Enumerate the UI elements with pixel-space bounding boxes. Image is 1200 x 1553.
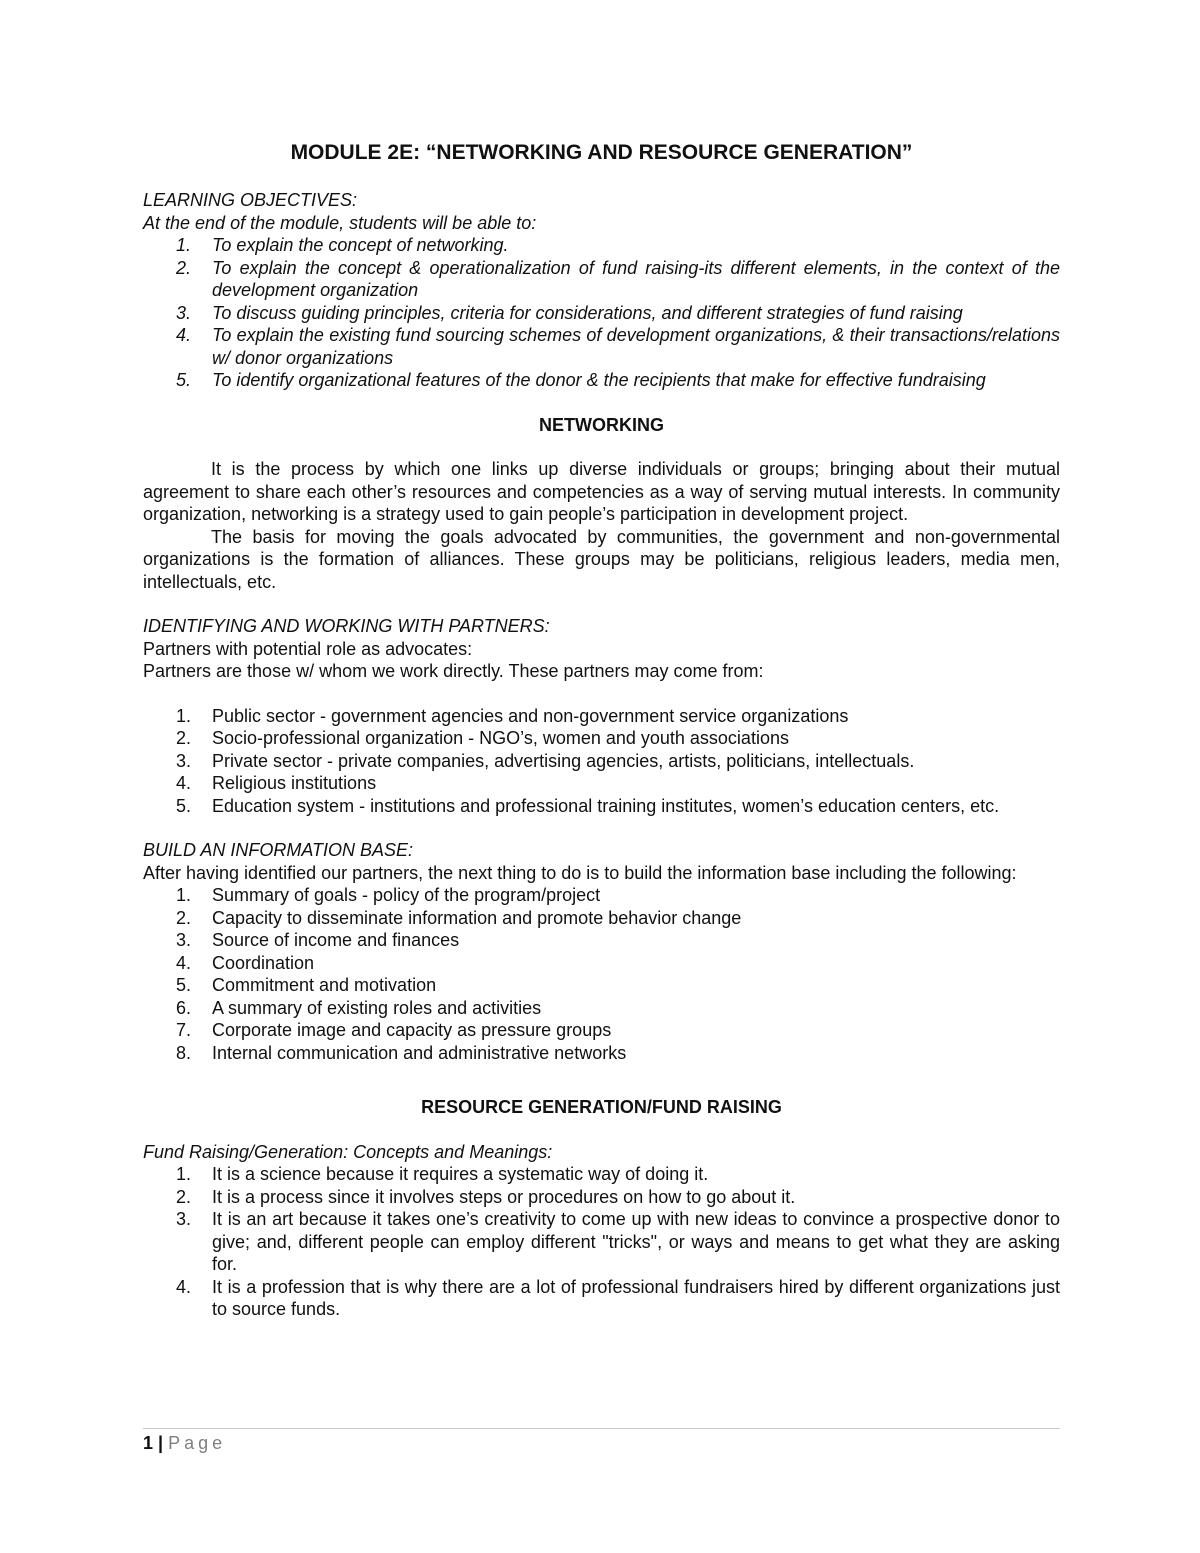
list-item: 2. To explain the concept & operationalization of fund raising-its different elements, in the context of the development organization bbox=[176, 257, 1060, 300]
partners-line-1: Partners with potential role as advocates: bbox=[143, 638, 473, 659]
objectives-heading: LEARNING OBJECTIVES: bbox=[143, 190, 358, 210]
objectives-intro: At the end of the module, students will be able to: bbox=[143, 212, 537, 233]
list-item: 2. Capacity to disseminate information and promote behavior change bbox=[176, 907, 742, 928]
list-item: 5. Education system - institutions and professional training institutes, women’s education centers, etc. bbox=[176, 795, 1000, 816]
document-page bbox=[143, 140, 1060, 1321]
list-item: 3. To discuss guiding principles, criteria for considerations, and different strategies of fund raising bbox=[176, 302, 963, 323]
infobase-heading: BUILD AN INFORMATION BASE: bbox=[143, 840, 414, 860]
networking-heading: NETWORKING bbox=[539, 414, 664, 435]
objectives-list bbox=[143, 234, 1060, 392]
page-number: 1 bbox=[143, 1433, 154, 1453]
list-item: 6. A summary of existing roles and activities bbox=[176, 997, 542, 1018]
list-item: 1. It is a science because it requires a systematic way of doing it. bbox=[176, 1164, 709, 1184]
partners-line-2: Partners are those w/ whom we work directly. These partners may come from: bbox=[143, 661, 764, 681]
infobase-list bbox=[143, 884, 1060, 1064]
page-footer bbox=[143, 1428, 1060, 1454]
list-item: 3. Source of income and finances bbox=[176, 930, 460, 950]
partners-list bbox=[143, 705, 1060, 818]
resource-subheading: Fund Raising/Generation: Concepts and Meanings: bbox=[143, 1141, 553, 1162]
list-item: 4. It is a profession that is why there are a lot of professional fundraisers hired by different organizations just to source funds. bbox=[176, 1276, 1060, 1319]
list-item: 5. Commitment and motivation bbox=[176, 975, 437, 995]
resource-list bbox=[143, 1163, 1060, 1321]
list-item: 1. Summary of goals - policy of the program/project bbox=[176, 885, 601, 905]
module-title: MODULE 2E: “NETWORKING AND RESOURCE GENERATION” bbox=[290, 141, 913, 164]
list-item: 5. To identify organizational features of the donor & the recipients that make for effective fundraising bbox=[176, 370, 986, 390]
networking-paragraph-2: The basis for moving the goals advocated by communities, the government and non-governmental organizations is the formation of alliances. These groups may be politicians, religious leaders, media men, intellectuals, etc. bbox=[143, 526, 1060, 592]
list-item: 4. To explain the existing fund sourcing schemes of development organizations, & their transactions/relations w/ donor organizations bbox=[176, 325, 1060, 368]
resource-heading: RESOURCE GENERATION/FUND RAISING bbox=[421, 1097, 782, 1117]
page-label: Page bbox=[168, 1433, 227, 1453]
list-item: 1. Public sector - government agencies and non-government service organizations bbox=[176, 705, 849, 726]
list-item: 4. Religious institutions bbox=[176, 773, 377, 793]
list-item: 3. Private sector - private companies, advertising agencies, artists, politicians, intellectuals. bbox=[176, 750, 915, 771]
list-item: 2. Socio-professional organization - NGO’s, women and youth associations bbox=[176, 728, 789, 748]
footer-separator: | bbox=[158, 1433, 164, 1453]
list-item: 8. Internal communication and administrative networks bbox=[176, 1042, 627, 1063]
partners-heading: IDENTIFYING AND WORKING WITH PARTNERS: bbox=[143, 616, 550, 636]
list-item: 1. To explain the concept of networking. bbox=[176, 235, 509, 255]
networking-paragraph-1: It is the process by which one links up diverse individuals or groups; bringing about their mutual agreement to share each other’s resources and competencies as a way of serving mutual interests. In community organization, networking is a strategy used to gain people’s participation in development project. bbox=[143, 459, 1060, 524]
list-item: 3. It is an art because it takes one’s creativity to come up with new ideas to convince a prospective donor to give; and, different people can employ different "tricks", or ways and means to get what they are asking for. bbox=[176, 1209, 1060, 1274]
list-item: 2. It is a process since it involves steps or procedures on how to go about it. bbox=[176, 1186, 796, 1207]
infobase-intro: After having identified our partners, the next thing to do is to build the information base including the following: bbox=[143, 862, 1017, 883]
list-item: 4. Coordination bbox=[176, 952, 315, 973]
list-item: 7. Corporate image and capacity as pressure groups bbox=[176, 1020, 612, 1040]
